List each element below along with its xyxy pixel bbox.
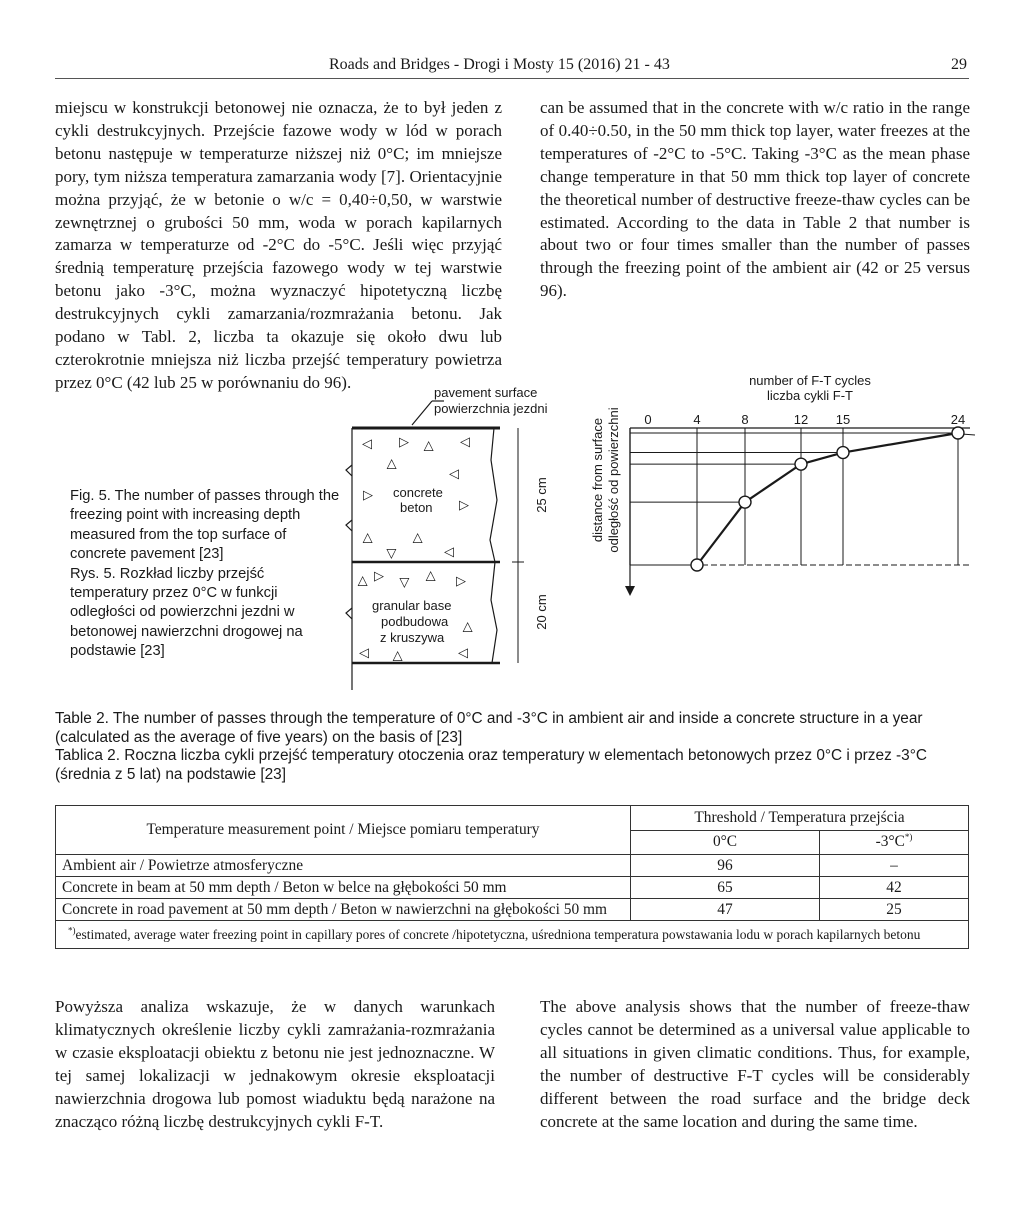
- footnote-text: estimated, average water freezing point in capillary pores of concrete /hipotetyczna, uśredniona temperatura powstawania lodu w porach kapilarnych betonu: [75, 927, 921, 942]
- x-tick-label: 12: [793, 412, 809, 427]
- header-minus3c-mark: *): [904, 832, 913, 843]
- table-header-row: [56, 806, 969, 831]
- journal-citation: Roads and Bridges - Drogi i Mosty 15 (2016) 21 - 43: [329, 56, 670, 73]
- aggregate-glyph: ▷: [399, 434, 409, 449]
- header-minus3c: [820, 830, 969, 855]
- header-0c: 0°C: [631, 830, 820, 855]
- row-point: Concrete in road pavement at 50 mm depth / Beton w nawierzchni na głębokości 50 mm: [56, 899, 631, 921]
- table-row: [56, 855, 969, 877]
- aggregate-glyph: ▷: [459, 497, 469, 512]
- polish-paragraph: miejscu w konstrukcji betonowej nie oznacza, że to był jeden z cykli destrukcyjnych. Przejście fazowe wody w lód w porach betonu następuje w temperaturze niższej niż 0°C; im mniejsze pory, tym niższa temperatura zamarzania wody [7]. Orientacyjnie można przyjąć, że w betonie o w/c = 0,40÷0,50, w warstwie zewnętrznej o grubości 50 mm, woda w porach kapilarnych zamarza w temperaturze od -2°C do -5°C. Jeśli więc przyjąć średnią temperaturę przejścia fazowego wody w tej warstwie betonu jako -3°C, można wyznaczyć hipotetyczną liczbę destrukcyjnych cykli zamarzania/rozmrażania betonu. Jak podano w Tabl. 2, liczba ta okazuje się około dwu lub czterokrotnie mniejsza niż liczba przejść temperatury powietrza przez 0°C (42 lub 25 w porównaniu do 96).: [55, 98, 502, 392]
- surface-label-pl: powierzchnia jezdni: [434, 401, 548, 416]
- aggregate-glyph: ▷: [409, 533, 424, 543]
- x-tick-label: 24: [950, 412, 966, 427]
- aggregate-glyph: ▷: [383, 459, 398, 469]
- english-conclusion: The above analysis shows that the number of freeze-thaw cycles cannot be determined as a universal value applicable to all situations in given climatic conditions. Thus, for example, the number of destructive F-T cycles will be considerably different between the road surface and the bridge deck concrete at the same location and during the same time.: [540, 997, 970, 1131]
- table-footnote: [56, 921, 969, 949]
- aggregate-glyph: ▷: [420, 441, 435, 451]
- aggregate-glyph: ▷: [354, 576, 369, 586]
- concrete-thickness: 25 cm: [534, 477, 549, 513]
- base-label-en: granular base: [372, 598, 452, 613]
- surface-label-en: pavement surface: [434, 385, 538, 400]
- data-point: [795, 458, 807, 470]
- top-axis-title-en: number of F-T cycles: [749, 373, 871, 388]
- figure-caption-pl: Rys. 5. Rozkład liczby przejść temperatury przez 0°C w funkcji odległości od powierzchni jezdni w betonowej nawierzchni drogowej na podstawie [23]: [70, 565, 303, 660]
- aggregate-glyph: ▷: [444, 546, 454, 561]
- aggregate-glyph: ▷: [398, 578, 413, 588]
- base-thickness: 20 cm: [534, 594, 549, 630]
- footnote-mark: *): [68, 925, 76, 936]
- row-point: Concrete in beam at 50 mm depth / Beton w belce na głębokości 50 mm: [56, 877, 631, 899]
- aggregate-glyph: ▷: [458, 647, 468, 662]
- row-minus3c: –: [820, 855, 969, 877]
- row-minus3c: 42: [820, 877, 969, 899]
- header-threshold: Threshold / Temperatura przejścia: [631, 806, 969, 831]
- chart-marks: [630, 412, 975, 571]
- data-point: [739, 496, 751, 508]
- table-2: [55, 805, 969, 949]
- x-tick-label: 8: [741, 412, 749, 427]
- base-label-pl-1: podbudowa: [381, 614, 449, 629]
- table-row: [56, 899, 969, 921]
- aggregate-glyph: ▷: [362, 438, 372, 453]
- top-axis-title-pl: liczba cykli F-T: [767, 388, 853, 403]
- break-mark: [346, 520, 352, 531]
- table-row: [56, 877, 969, 899]
- break-mark: [346, 608, 352, 619]
- aggregate-glyph: ▷: [389, 651, 404, 661]
- aggregate-glyph: ▷: [459, 622, 474, 632]
- depth-axis-arrow: [625, 586, 635, 596]
- x-tick-label: 4: [693, 412, 701, 427]
- row-0c: 47: [631, 899, 820, 921]
- aggregate-glyph: ▷: [363, 487, 373, 502]
- x-tick-label: 15: [835, 412, 851, 427]
- english-paragraph: can be assumed that in the concrete with w/c ratio in the range of 0.40÷0.50, in the 50 mm thick top layer, water freezes at the temperatures of -2°C to -5°C. Taking -3°C as the mean phase change temperature in that 50 mm thick top layer of concrete the theoretical number of destructive freeze-thaw cycles can be estimated. According to the data in Table 2 that number is about two or four times smaller than the number of passes through the freezing point of the ambient air (42 or 25 versus 96).: [540, 98, 970, 301]
- pavement-section: [346, 385, 549, 690]
- data-point: [952, 427, 964, 439]
- base-label-pl-2: z kruszywa: [380, 630, 445, 645]
- aggregate-glyph: ▷: [422, 571, 437, 581]
- data-point: [837, 447, 849, 459]
- aggregate-glyph: ▷: [385, 549, 400, 559]
- row-minus3c: 25: [820, 899, 969, 921]
- page-number: 29: [951, 56, 967, 73]
- table-caption-en: Table 2. The number of passes through the temperature of 0°C and -3°C in ambient air and inside a concrete structure in a year (calculated as the average of five years) on the basis of [23]: [55, 710, 923, 746]
- depth-axis-label-pl: odległość od powierzchni: [606, 407, 621, 553]
- concrete-label-en: concrete: [393, 485, 443, 500]
- data-point: [691, 559, 703, 571]
- header-measurement-point: Temperature measurement point / Miejsce pomiaru temperatury: [56, 806, 631, 855]
- aggregate-glyph: ▷: [359, 533, 374, 543]
- aggregate-glyph: ▷: [359, 647, 369, 662]
- concrete-label-pl: beton: [400, 500, 433, 515]
- surface-leader: [412, 401, 432, 425]
- table-caption: [55, 710, 935, 784]
- break-mark: [346, 465, 352, 476]
- aggregate-glyph: ▷: [449, 468, 459, 483]
- table-note-row: [56, 921, 969, 949]
- aggregate-glyph: ▷: [456, 573, 466, 588]
- row-0c: 96: [631, 855, 820, 877]
- section-right-break: [490, 428, 497, 663]
- aggregate-glyph: ▷: [460, 436, 470, 451]
- ft-cycles-chart: [590, 373, 975, 596]
- table-caption-pl: Tablica 2. Roczna liczba cykli przejść temperatury otoczenia oraz temperatury w elementach betonowych przez 0°C i przez -3°C (średnia z 5 lat) na podstawie [23]: [55, 747, 927, 783]
- figure-caption-en: Fig. 5. The number of passes through the freezing point with increasing depth measured from the top surface of concrete pavement [23]: [70, 488, 340, 563]
- row-point: Ambient air / Powietrze atmosferyczne: [56, 855, 631, 877]
- row-0c: 65: [631, 877, 820, 899]
- header-minus3c-label: -3°C: [875, 833, 905, 851]
- x-tick-label: 0: [644, 412, 652, 427]
- depth-axis-label-en: distance from surface: [590, 417, 605, 543]
- aggregate-glyph: ▷: [374, 568, 384, 583]
- polish-conclusion: Powyższa analiza wskazuje, że w danych warunkach klimatycznych określenie liczby cykli zamrażania-rozmrażania w czasie eksploatacji obiektu z betonu nie jest jednoznaczne. W tej samej lokalizacji w jednakowym okresie eksploatacji nawierzchnia drogowa lub pomost wiaduktu będą narażone na znacząco różną liczbę destrukcyjnych cykli F-T.: [55, 997, 495, 1131]
